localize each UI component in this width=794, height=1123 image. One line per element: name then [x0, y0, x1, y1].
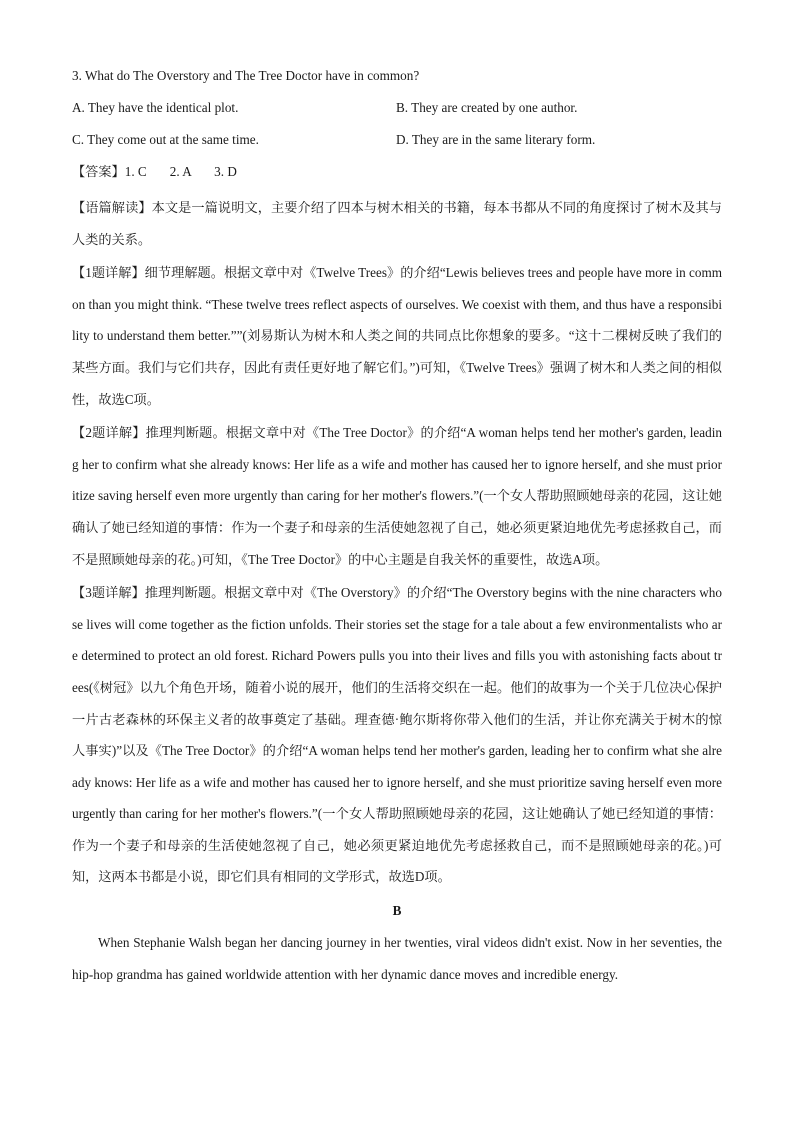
option-b: B. They are created by one author.	[396, 100, 578, 115]
answer-key: 【答案】1. C 2. A 3. D	[72, 164, 237, 179]
option-c: C. They come out at the same time.	[72, 132, 259, 147]
question-3-stem: 3. What do The Overstory and The Tree Doctor have in common?	[72, 68, 420, 83]
section-heading: B	[392, 903, 402, 919]
option-a: A. They have the identical plot.	[72, 100, 239, 115]
option-d: D. They are in the same literary form.	[396, 132, 596, 147]
question-3-options-row-1	[72, 98, 722, 118]
explanation-3: 【3题详解】推理判断题。根据文章中对《The Overstory》的介绍“The Overstory begins with the nine characters whose lives will come together as the fiction unfolds. Their stories set the stage for a tale about a few environmentalists who are determined to protect an old forest. Richard Powers pulls you into their lives and fills you with astonishing facts about trees(《树冠》以九个角色开场，随着小说的展开，他们的生活将交织在一起。他们的故事为一个关于几位决心保护一片古老森林的环保主义者的故事奠定了基础。理查德·鲍尔斯将你带入他们的生活，并让你充满关于树木的惊人事实)”以及《The Tree Doctor》的介绍“A woman helps tend her mother's garden, leading her to confirm what she already knows: Her life as a wife and mother has caused her to ignore herself, and she must prioritize saving herself even more urgently than caring for her mother's flowers.”(一个女人帮助照顾她母亲的花园，这让她确认了她已经知道的事情：作为一个妻子和母亲的生活使她忽视了自己，她必须更紧迫地优先考虑拯救自己，而不是照顾她母亲的花。)可知，这两本书都是小说，即它们具有相同的文学形式，故选D项。	[72, 585, 722, 885]
document-page	[72, 66, 722, 990]
passage-overview: 【语篇解读】本文是一篇说明文，主要介绍了四本与树木相关的书籍，每本书都从不同的角度探讨了树木及其与人类的关系。	[72, 200, 722, 247]
passage-b-paragraph: When Stephanie Walsh began her dancing journey in her twenties, viral videos didn't exist. Now in her seventies, the hip-hop grandma has gained worldwide attention with her dynamic dance moves and incredible energy.	[72, 935, 722, 982]
explanation-1: 【1题详解】细节理解题。根据文章中对《Twelve Trees》的介绍“Lewis believes trees and people have more in common than you might think. “These twelve trees reflect aspects of ourselves. We coexist with them, and thus have a responsibility to understand them better.””(刘易斯认为树木和人类之间的共同点比你想象的要多。“这十二棵树反映了我们的某些方面。我们与它们共存，因此有责任更好地了解它们。”)可知，《Twelve Trees》强调了树木和人类之间的相似性，故选C项。	[72, 265, 722, 407]
question-3-options-row-2	[72, 130, 722, 150]
explanation-2: 【2题详解】推理判断题。根据文章中对《The Tree Doctor》的介绍“A woman helps tend her mother's garden, leading her to confirm what she already knows: Her life as a wife and mother has caused her to ignore herself, and she must prioritize saving herself even more urgently than caring for her mother's flowers.”(一个女人帮助照顾她母亲的花园，这让她确认了她已经知道的事情：作为一个妻子和母亲的生活使她忽视了自己，她必须更紧迫地优先考虑拯救自己，而不是照顾她母亲的花。)可知，《The Tree Doctor》的中心主题是自我关怀的重要性，故选A项。	[72, 425, 723, 567]
